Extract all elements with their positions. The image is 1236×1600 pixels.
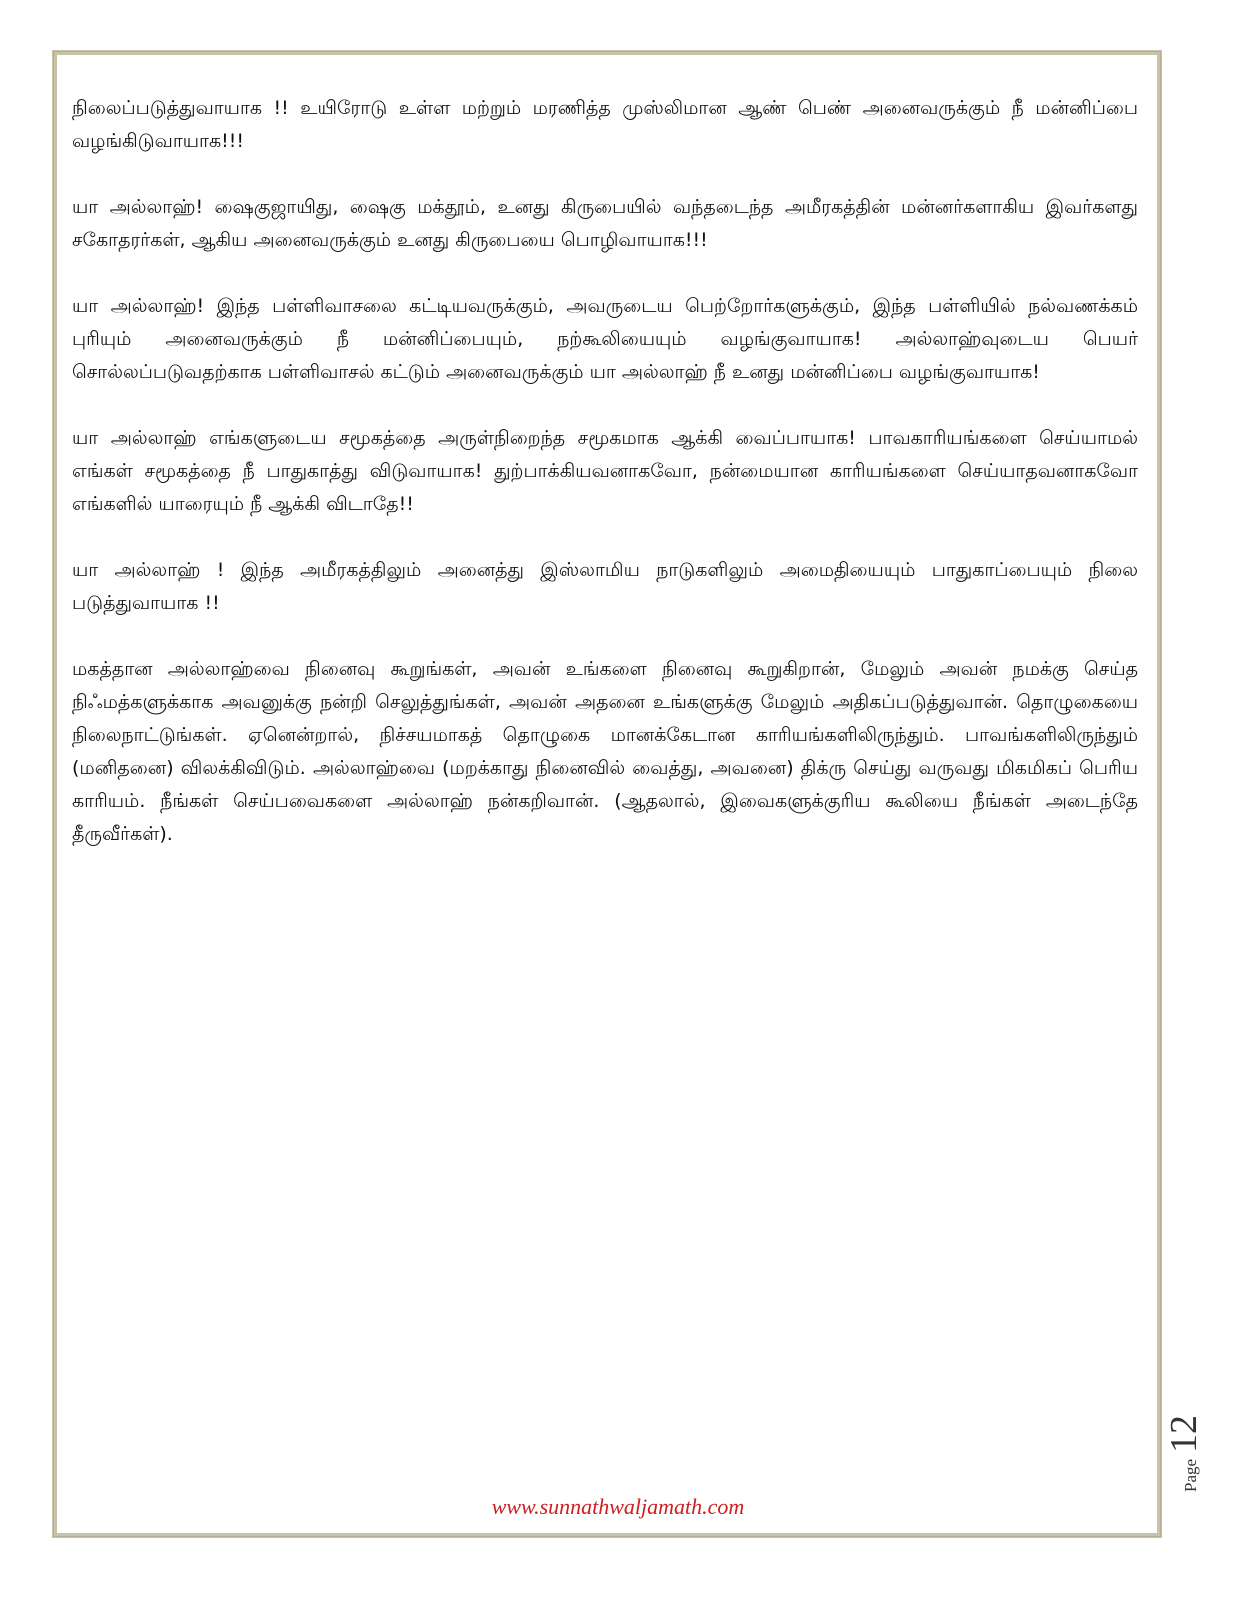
paragraph-1: நிலைப்படுத்துவாயாக !! உயிரோடு உள்ள மற்றும் மரணித்த முஸ்லிமான ஆண் பெண் அனைவருக்கும் நீ மன்னிப்பை வழங்கிடுவாயாக!!! — [72, 97, 1138, 152]
paragraph-3: யா அல்லாஹ்! இந்த பள்ளிவாசலை கட்டியவருக்கும், அவருடைய பெற்றோர்களுக்கும், இந்த பள்ளியில் நல்வணக்கம் புரியும் அனைவருக்கும் நீ மன்னிப்பையும், நற்கூலியையும் வழங்குவாயாக! அல்லாஹ்வுடைய பெயர் சொல்லப்படுவதற்காக பள்ளிவாசல் கட்டும் அனைவருக்கும் யா அல்லாஹ் நீ உனது மன்னிப்பை வழங்குவாயாக! — [72, 295, 1138, 383]
footer-website-url: www.sunnathwaljamath.com — [491, 1494, 745, 1519]
paragraph-2: யா அல்லாஹ்! ஷைகுஜாயிது, ஷைகு மக்தூம், உனது கிருபையில் வந்தடைந்த அமீரகத்தின் மன்னர்களாகிய இவர்களது சகோதரர்கள், ஆகிய அனைவருக்கும் உனது கிருபையை பொழிவாயாக!!! — [72, 196, 1138, 251]
page-number-value: 12 — [1163, 1414, 1205, 1453]
page-number — [1158, 1372, 1218, 1492]
document-body — [72, 92, 1138, 884]
paragraph-5: யா அல்லாஹ் ! இந்த அமீரகத்திலும் அனைத்து இஸ்லாமிய நாடுகளிலும் அமைதியையும் பாதுகாப்பையும் நிலை படுத்துவாயாக !! — [72, 559, 1138, 614]
paragraph-6: மகத்தான அல்லாஹ்வை நினைவு கூறுங்கள், அவன் உங்களை நினைவு கூறுகிறான், மேலும் அவன் நமக்கு செய்த நிஃமத்களுக்காக அவனுக்கு நன்றி செலுத்துங்கள், அவன் அதனை உங்களுக்கு மேலும் அதிகப்படுத்துவான். தொழுகையை நிலைநாட்டுங்கள். ஏனென்றால், நிச்சயமாகத் தொழுகை மானக்கேடான காரியங்களிலிருந்தும். பாவங்களிலிருந்தும் (மனிதனை) விலக்கிவிடும். அல்லாஹ்வை (மறக்காது நினைவில் வைத்து, அவனை) திக்ரு செய்து வருவது மிகமிகப் பெரிய காரியம். நீங்கள் செய்பவைகளை அல்லாஹ் நன்கறிவான். (ஆதலால், இவைகளுக்குரிய கூலியை நீங்கள் அடைந்தே தீருவீர்கள்). — [72, 658, 1138, 845]
page-label: Page — [1181, 1458, 1200, 1492]
paragraph-4: யா அல்லாஹ் எங்களுடைய சமூகத்தை அருள்நிறைந்த சமூகமாக ஆக்கி வைப்பாயாக! பாவகாரியங்களை செய்யாமல் எங்கள் சமூகத்தை நீ பாதுகாத்து விடுவாயாக! துற்பாக்கியவனாகவோ, நன்மையான காரியங்களை செய்யாதவனாகவோ எங்களில் யாரையும் நீ ஆக்கி விடாதே!! — [72, 427, 1138, 515]
